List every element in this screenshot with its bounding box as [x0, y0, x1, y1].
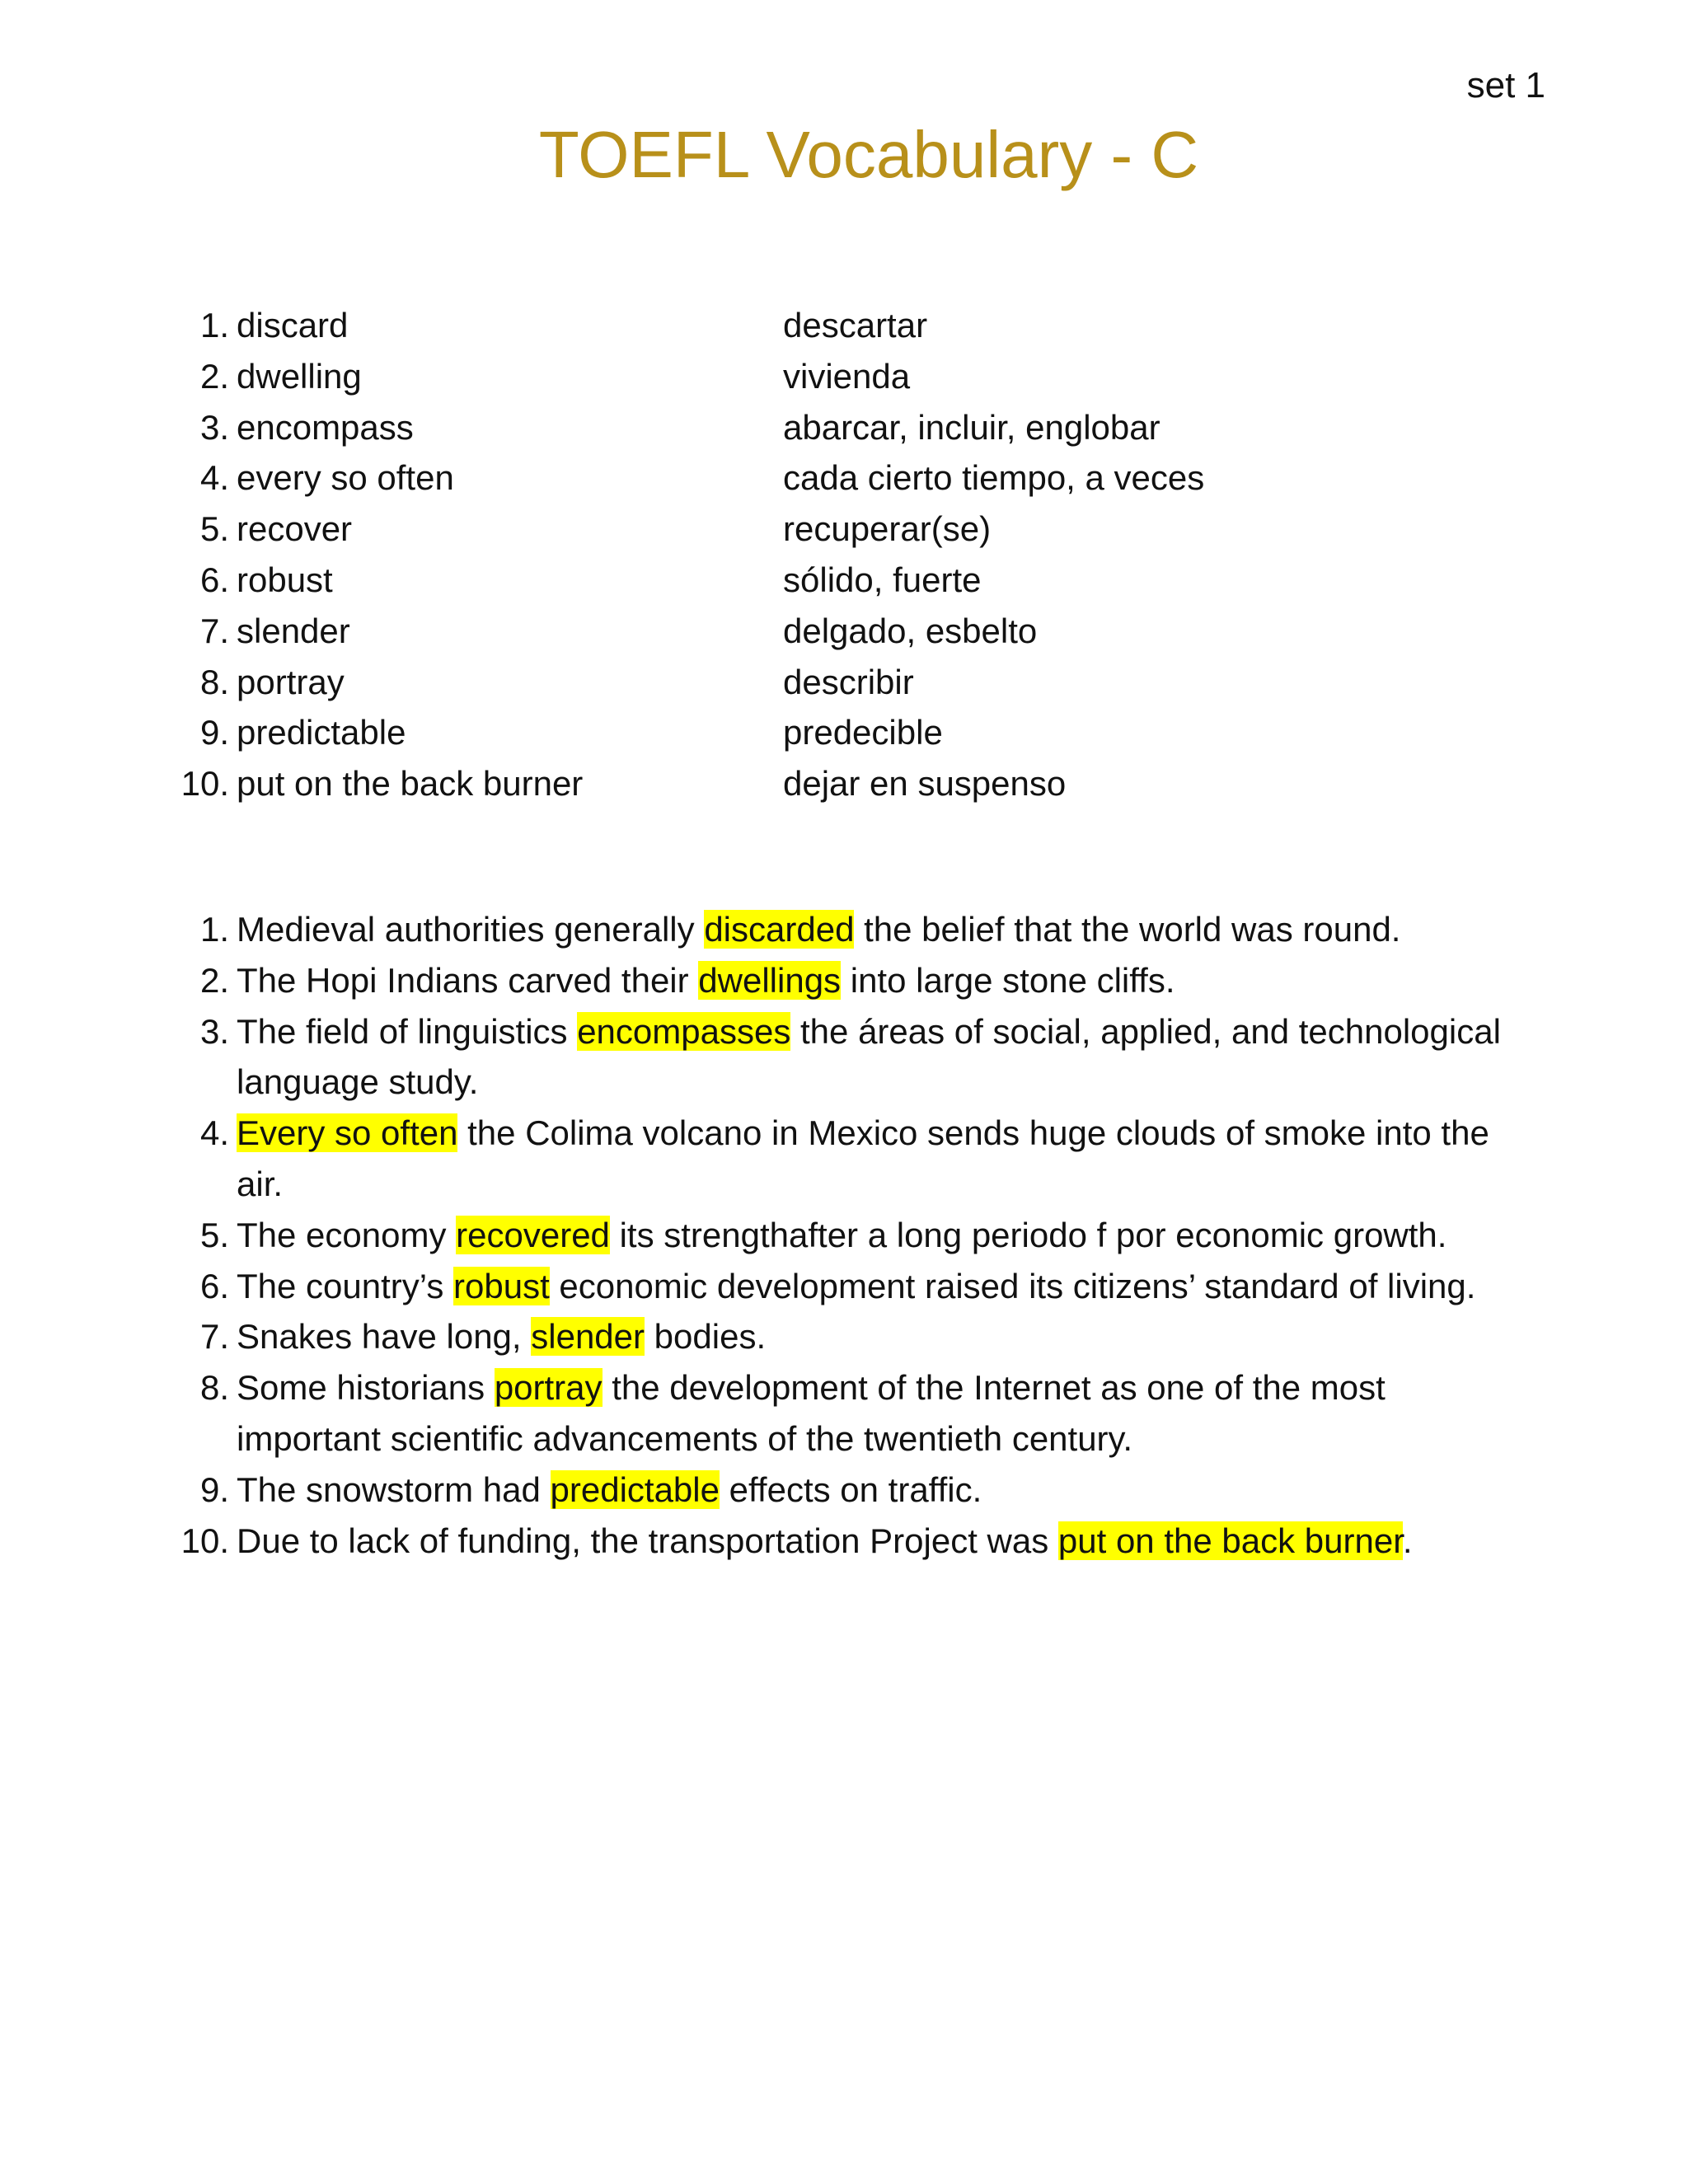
vocab-term: slender: [237, 611, 350, 650]
highlighted-term: predictable: [550, 1469, 720, 1509]
vocab-number: 7.: [199, 611, 229, 650]
sentence-continuation: language study.: [237, 1062, 479, 1102]
vocab-term: dwelling: [237, 356, 362, 396]
vocab-number: 4.: [199, 458, 229, 498]
sentence-text-after: the belief that the world was round.: [854, 910, 1401, 949]
vocab-term: encompass: [237, 407, 414, 447]
vocab-number: 10.: [181, 764, 229, 804]
sentence-item: [0, 904, 1688, 955]
highlighted-term: dwellings: [698, 960, 842, 1000]
highlighted-term: slender: [531, 1317, 645, 1357]
sentence-text-before: Snakes have long,: [237, 1317, 532, 1357]
sentence-number: 9.: [199, 1469, 229, 1509]
sentence-text-after: into large stone cliffs.: [841, 960, 1175, 1000]
sentence-text: [237, 1261, 1531, 1312]
vocab-row: [0, 300, 1688, 351]
sentence-text: [237, 1108, 1531, 1159]
vocabulary-list: [0, 300, 1688, 809]
sentence-text-before: The economy: [237, 1215, 457, 1254]
vocab-row: [0, 657, 1688, 708]
vocab-number: 3.: [199, 407, 229, 447]
set-label: set 1: [1466, 65, 1545, 105]
page-title: TOEFL Vocabulary - C: [538, 118, 1199, 191]
sentence-item: [0, 1006, 1688, 1108]
vocab-translation: cada cierto tiempo, a veces: [783, 458, 1205, 498]
sentence-text-after: the Colima volcano in Mexico sends huge clouds of smoke into the: [457, 1113, 1489, 1153]
highlighted-term: discarded: [704, 910, 855, 949]
sentence-text-after: bodies.: [645, 1317, 767, 1357]
vocab-translation: abarcar, incluir, englobar: [783, 407, 1160, 447]
vocab-term: every so often: [237, 458, 454, 498]
vocab-translation: delgado, esbelto: [783, 611, 1038, 650]
sentence-item: [0, 1108, 1688, 1210]
sentence-text: [237, 1210, 1531, 1261]
vocab-number: 9.: [199, 713, 229, 752]
vocab-term: portray: [237, 662, 345, 701]
sentence-text-before: The snowstorm had: [237, 1469, 551, 1509]
sentence-number: 3.: [199, 1011, 229, 1051]
vocab-translation: descartar: [783, 306, 928, 344]
vocab-row: [0, 555, 1688, 606]
highlighted-term: put on the back burner: [1057, 1521, 1403, 1560]
sentence-number: 2.: [199, 960, 229, 1000]
sentence-text-before: Some historians: [237, 1368, 495, 1408]
sentence-text: [237, 1311, 1531, 1362]
sentence-continuation: air.: [237, 1164, 284, 1203]
sentence-text: [237, 904, 1531, 955]
vocab-row: [0, 504, 1688, 555]
sentence-number: 4.: [199, 1113, 229, 1153]
vocab-translation: describir: [783, 662, 914, 701]
sentence-number: 6.: [199, 1266, 229, 1305]
sentence-item: [0, 1210, 1688, 1261]
sentence-text: [237, 1516, 1531, 1567]
sentence-continuation: important scientific advancements of the twentieth century.: [237, 1418, 1133, 1458]
vocab-row: [0, 707, 1688, 758]
sentence-number: 1.: [199, 910, 229, 949]
vocab-row: [0, 402, 1688, 453]
vocab-term: predictable: [237, 713, 406, 752]
sentence-text-after: its strengthafter a long periodo f por economic growth.: [609, 1215, 1447, 1254]
vocab-number: 1.: [199, 306, 229, 344]
example-sentences-list: [0, 904, 1688, 1566]
sentence-text: [237, 1362, 1531, 1413]
vocab-translation: recuperar(se): [783, 509, 992, 549]
highlighted-term: Every so often: [237, 1113, 458, 1153]
sentence-text-before: Due to lack of funding, the transportation Project was: [237, 1521, 1058, 1560]
sentence-text: [237, 1465, 1531, 1516]
sentence-number: 8.: [199, 1368, 229, 1408]
sentence-item: [0, 1311, 1688, 1362]
sentence-text-before: Medieval authorities generally: [237, 910, 705, 949]
highlighted-term: recovered: [456, 1215, 610, 1254]
vocab-number: 8.: [199, 662, 229, 701]
sentence-item: [0, 1362, 1688, 1465]
sentence-text-after: the áreas of social, applied, and technological: [790, 1011, 1501, 1051]
vocab-row: [0, 351, 1688, 402]
vocab-translation: predecible: [783, 713, 943, 752]
vocab-number: 6.: [199, 560, 229, 599]
vocab-number: 5.: [199, 509, 229, 549]
sentence-text-before: The Hopi Indians carved their: [237, 960, 699, 1000]
sentence-item: [0, 1516, 1688, 1567]
sentence-text: [237, 1006, 1531, 1057]
sentence-number: 5.: [199, 1215, 229, 1254]
vocab-term: put on the back burner: [237, 764, 584, 804]
vocab-translation: sólido, fuerte: [783, 560, 982, 599]
sentence-item: [0, 1465, 1688, 1516]
sentence-item: [0, 955, 1688, 1006]
vocab-term: recover: [237, 509, 353, 549]
highlighted-term: portray: [494, 1368, 603, 1408]
sentence-number: 10.: [181, 1521, 229, 1560]
sentence-text: [237, 955, 1531, 1006]
sentence-text-after: the development of the Internet as one of the most: [602, 1368, 1386, 1408]
sentence-item: [0, 1261, 1688, 1312]
vocab-term: discard: [237, 306, 349, 344]
sentence-text-before: The country’s: [237, 1266, 454, 1305]
sentence-text-before: The field of linguistics: [237, 1011, 578, 1051]
vocab-translation: dejar en suspenso: [783, 764, 1067, 804]
vocab-row: [0, 758, 1688, 809]
highlighted-term: encompasses: [577, 1011, 791, 1051]
vocab-row: [0, 452, 1688, 504]
sentence-text-after: .: [1402, 1521, 1413, 1560]
sentence-text-after: effects on traffic.: [719, 1469, 982, 1509]
vocab-number: 2.: [199, 356, 229, 396]
vocab-translation: vivienda: [783, 356, 911, 396]
sentence-text-after: economic development raised its citizens’ standard of living.: [549, 1266, 1476, 1305]
sentence-number: 7.: [199, 1317, 229, 1357]
vocab-row: [0, 606, 1688, 657]
highlighted-term: robust: [453, 1266, 550, 1305]
vocab-term: robust: [237, 560, 333, 599]
